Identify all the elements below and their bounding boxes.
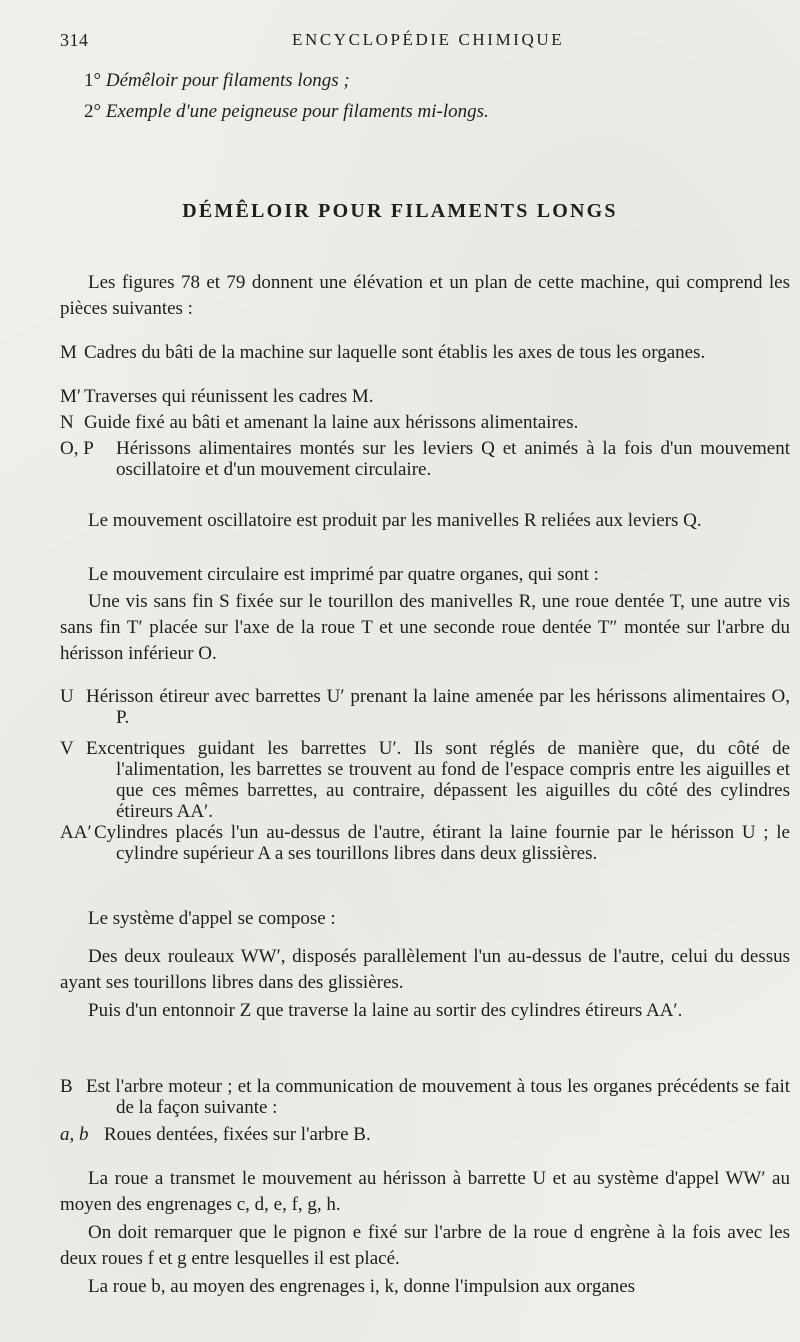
definition-key: M′ — [60, 386, 82, 407]
list-number: 2° — [84, 101, 102, 122]
definition-key: a, b — [60, 1124, 89, 1145]
list-number: 1° — [84, 70, 102, 91]
paragraph: La roue b, au moyen des engrenages i, k, donne l'impulsion aux organes — [88, 1276, 636, 1297]
definition-key: V — [60, 738, 74, 759]
definition-text: Guide fixé au bâti et amenant la laine aux hérissons alimentaires. — [84, 412, 579, 433]
section-heading: DÉMÊLOIR POUR FILAMENTS LONGS — [182, 200, 618, 222]
paragraph: Le mouvement oscillatoire est produit par les manivelles R reliées aux leviers Q. — [88, 510, 702, 531]
definition-item — [60, 342, 790, 363]
paragraph: On doit remarquer que le pignon e fixé sur l'arbre de la roue d engrène à la fois avec les deux roues f et g entre lesquelles il est placé. — [60, 1222, 790, 1269]
definition-text: Cadres du bâti de la machine sur laquelle sont établis les axes de tous les organes. — [84, 342, 706, 363]
paragraph: La roue a transmet le mouvement au hérisson à barrette U et au système d'appel WW′ au moyen des engrenages c, d, e, f, g, h. — [60, 1168, 790, 1215]
definition-key: M — [60, 342, 77, 363]
page-number: 314 — [60, 30, 89, 50]
paragraph: Des deux rouleaux WW′, disposés parallèlement l'un au-dessus de l'autre, celui du dessus ayant ses tourillons libres dans des glissières. — [60, 946, 790, 993]
intro-list-item — [84, 70, 350, 92]
definition-text: Traverses qui réunissent les cadres M. — [84, 386, 374, 407]
definition-key: U — [60, 686, 74, 707]
list-text: Démêloir pour filaments longs ; — [105, 70, 350, 91]
definition-item — [60, 1076, 790, 1118]
definition-key: AA′ — [60, 822, 92, 843]
definition-item — [60, 822, 790, 864]
paragraph: Le système d'appel se compose : — [88, 908, 336, 929]
definition-text: Cylindres placés l'un au-dessus de l'autre, étirant la laine fournie par le hérisson U ; le cylindre supérieur A a ses tourillons libres dans deux glissières. — [94, 822, 790, 864]
definition-item — [60, 386, 790, 407]
definition-item — [60, 1124, 790, 1145]
definition-text: Excentriques guidant les barrettes U′. Ils sont réglés de manière que, du côté de l'alimentation, les barrettes se trouvent au fond de l'espace compris entre les aiguilles et que ces mêmes barrettes, au contraire, dépassent les aiguilles du côté des cylindres étireurs AA′. — [86, 738, 790, 822]
list-text: Exemple d'une peigneuse pour filaments mi-longs. — [105, 101, 489, 122]
definition-item — [60, 438, 790, 480]
intro-list-item — [84, 101, 489, 123]
definition-text: Roues dentées, fixées sur l'arbre B. — [104, 1124, 371, 1145]
definition-item — [60, 686, 790, 728]
definition-key: B — [60, 1076, 73, 1097]
definition-text: Est l'arbre moteur ; et la communication de mouvement à tous les organes précédents se fait de la façon suivante : — [86, 1076, 790, 1118]
definition-key: N — [60, 412, 74, 433]
running-title: ENCYCLOPÉDIE CHIMIQUE — [292, 30, 565, 49]
definition-text: Hérissons alimentaires montés sur les leviers Q et animés à la fois d'un mouvement oscillatoire et d'un mouvement circulaire. — [116, 438, 790, 480]
paragraph: Puis d'un entonnoir Z que traverse la laine au sortir des cylindres étireurs AA′. — [88, 1000, 683, 1021]
definition-item — [60, 738, 790, 822]
definition-item — [60, 412, 790, 433]
paragraph: Une vis sans fin S fixée sur le tourillon des manivelles R, une roue dentée T, une autre vis sans fin T′ placée sur l'axe de la roue T et une seconde roue dentée T″ montée sur l'arbre du hérisson inférieur O. — [60, 591, 790, 664]
paragraph: Le mouvement circulaire est imprimé par quatre organes, qui sont : — [88, 564, 599, 585]
definition-key: O, P — [60, 438, 94, 459]
paragraph: Les figures 78 et 79 donnent une élévation et un plan de cette machine, qui comprend les pièces suivantes : — [60, 272, 790, 319]
definition-text: Hérisson étireur avec barrettes U′ prenant la laine amenée par les hérissons alimentaires O, P. — [86, 686, 790, 728]
page-header — [60, 30, 760, 58]
